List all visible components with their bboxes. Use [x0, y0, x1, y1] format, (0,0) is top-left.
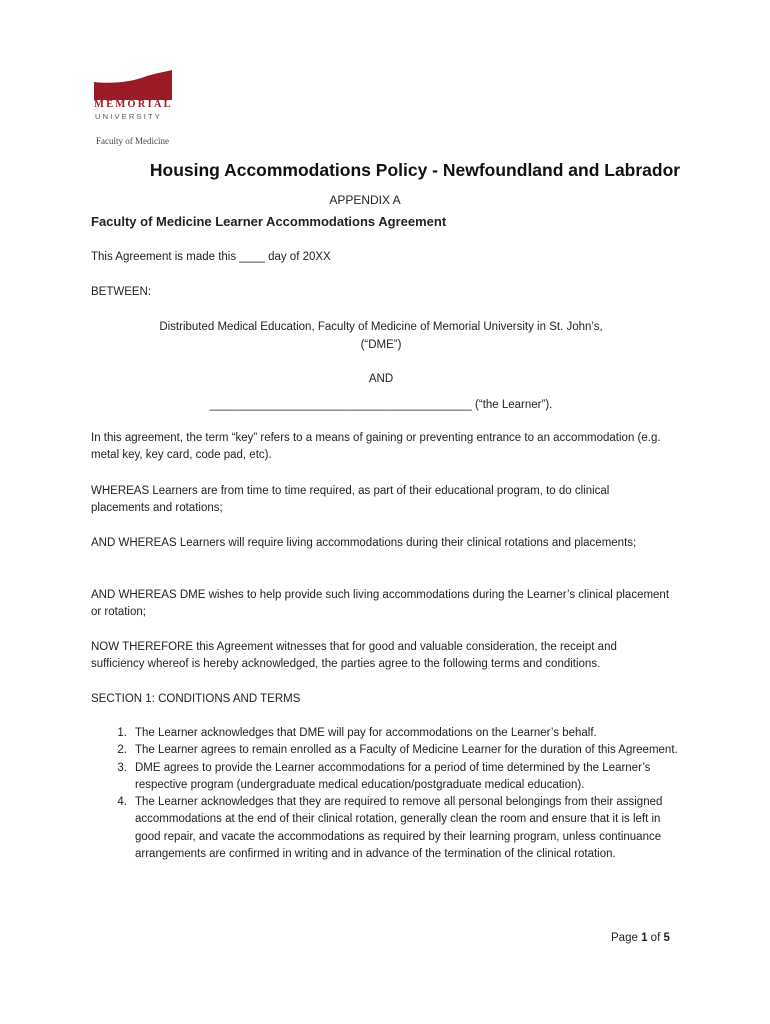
whereas-paragraph-1: WHEREAS Learners are from time to time required, as part of their educational program, to do clinical placements and rotations;: [91, 485, 610, 514]
total-page-number: 5: [663, 932, 670, 944]
list-item-text: The Learner acknowledges that they are required to remove all personal belongings from their assigned accommodations at the end of their clinical rotation, generally clean the room and ensure that it is left in good repair, and vacate the accommodations as required by their learning program, unless continuance arrangements are confirmed in writing and in advance of the termination of the clinical rotation.: [135, 796, 663, 861]
party2-line: _________________________________________ (“the Learner”).: [209, 399, 553, 411]
appendix-heading: APPENDIX A: [329, 193, 401, 207]
list-item: [91, 725, 681, 742]
key-definition-paragraph: In this agreement, the term “key” refers to a means of gaining or preventing entrance to an accommodation (e.g. metal key, key card, code pad, etc).: [91, 432, 661, 461]
list-item: [91, 742, 681, 759]
logo-memorial-text: MEMORIAL: [94, 99, 173, 110]
party1-line2: (“DME”): [360, 339, 402, 351]
list-item-number: 2.: [117, 744, 127, 757]
and-label: AND: [368, 373, 394, 385]
current-page-number: 1: [641, 932, 648, 944]
memorial-university-logo: [92, 70, 192, 150]
document-title: Housing Accommodations Policy - Newfoundland and Labrador: [149, 160, 681, 180]
page-word: Page: [611, 932, 638, 944]
now-therefore-paragraph: NOW THEREFORE this Agreement witnesses that for good and valuable consideration, the receipt and sufficiency whereof is hereby acknowledged, the parties agree to the following terms and conditions.: [91, 641, 617, 670]
page-number-footer: [611, 932, 670, 944]
list-item-text: The Learner agrees to remain enrolled as a Faculty of Medicine Learner for the duration of this Agreement.: [135, 744, 678, 757]
section1-heading: SECTION 1: CONDITIONS AND TERMS: [91, 693, 301, 705]
whereas-paragraph-3: AND WHEREAS DME wishes to help provide such living accommodations during the Learner’s clinical placement or rotation;: [91, 589, 670, 618]
list-item-number: 3.: [117, 761, 127, 774]
agreement-made-line: This Agreement is made this ____ day of 20XX: [91, 251, 331, 263]
list-item: [91, 760, 681, 795]
of-word: of: [650, 932, 661, 944]
whereas-paragraph-2: AND WHEREAS Learners will require living accommodations during their clinical rotations and placements;: [91, 537, 637, 549]
list-item: [91, 794, 681, 863]
agreement-subtitle: Faculty of Medicine Learner Accommodations Agreement: [91, 214, 447, 229]
logo-university-text: UNIVERSITY: [95, 112, 163, 121]
logo-faculty-text: Faculty of Medicine: [96, 136, 169, 146]
list-item-number: 1.: [117, 727, 127, 739]
party1-line1: Distributed Medical Education, Faculty of Medicine of Memorial University in St. John’s,: [159, 321, 603, 333]
list-item-number: 4.: [117, 796, 127, 809]
conditions-list: [91, 725, 681, 863]
list-item-text: The Learner acknowledges that DME will pay for accommodations on the Learner’s behalf.: [135, 727, 597, 739]
between-label: BETWEEN:: [91, 286, 152, 298]
logo-banner-shape: [92, 70, 174, 100]
list-item-text: DME agrees to provide the Learner accommodations for a period of time determined by the Learner’s respective program (undergraduate medical education/postgraduate medical education).: [135, 761, 651, 791]
